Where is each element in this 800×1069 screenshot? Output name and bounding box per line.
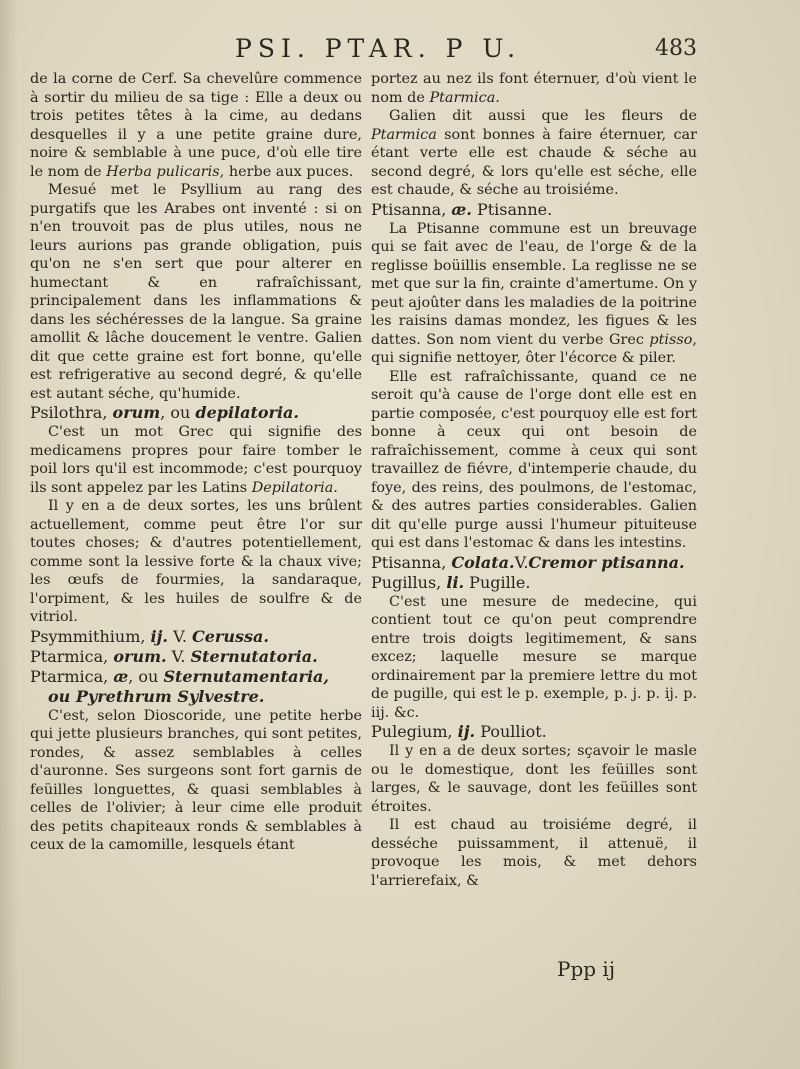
entry-heading (371, 200, 697, 220)
paragraph-text: sont bonnes à faire éternuer, car étant verte elle est chaude & séche au second degré, & lors qu'elle est séche, elle est chaude, & séche au troisiéme. (371, 126, 697, 198)
entry-reference: Sternutatoria. (190, 646, 318, 666)
entry-heading (30, 667, 362, 707)
entry-headword: Ptisanna, (371, 199, 452, 219)
entry-suffix: orum (112, 403, 161, 422)
paragraph-text: C'est, selon Dioscoride, une petite herbe qui jette plusieurs branches, qui sont petites, rondes, & assez semblables à celles d'auronne. Ses surgeons sont fort garnis de feüilles longuettes, & quasi semblables à celles de l'olivier; à leur cime elle produit des petits chapiteaux ronds & semblables à ceux de la camomille, lesquels étant (30, 707, 362, 853)
paragraph-text: C'est une mesure de medecine, qui contient tout ce qu'on peut comprendre entre trois doigts legitimement, & sans excez; laquelle mesure se marque ordinairement par la premiere lettre du mot de pugille, qui est le p. exemple, p. j. p. ij. p. iij. &c. (371, 593, 697, 721)
paragraph-text: C'est un mot Grec qui signifie des medicamens propres pour faire tomber le poil lors qu'il est incommode; c'est pourquoy ils sont appelez par les Latins (30, 424, 362, 496)
entry-headword: Ptisanna, (371, 552, 452, 572)
italic-term: ptisso (649, 331, 693, 348)
page-number: 483 (655, 36, 697, 61)
paragraph (371, 70, 697, 107)
paragraph (30, 707, 362, 855)
paragraph (371, 816, 697, 890)
paragraph-text: portez au nez ils font éternuer, d'où vient le nom de (371, 71, 697, 106)
paragraph (371, 742, 697, 816)
entry-text: V. (514, 552, 529, 572)
paragraph (30, 497, 362, 627)
running-title: PSI. PTAR. P U. (235, 34, 522, 63)
entry-heading (371, 553, 697, 573)
entry-headword: Psymmithium, (30, 626, 151, 646)
entry-subheading: ou Pyrethrum Sylvestre. (48, 686, 265, 706)
entry-heading (30, 627, 362, 647)
entry-reference: Cerussa. (192, 626, 269, 646)
entry-suffix: li. (446, 572, 465, 592)
entry-suffix: orum. (113, 646, 167, 666)
paragraph-text: Il y en a de deux sortes; sçavoir le masle ou le domestique, dont les feüilles sont larges, & le sauvage, dont les feüilles sont étroites. (371, 743, 697, 815)
entry-headword: Ptarmica, (30, 666, 114, 686)
paragraph (30, 181, 362, 403)
paragraph-text: Il y en a de deux sortes, les uns brûlent actuellement, comme peut être l'or sur toutes choses; & d'autres potentiellement, comme sont la lessive forte & la chaux vive; les œufs de fourmies, la sandaraque, l'orpiment, & les huiles de soulfre & de vitriol. (30, 498, 362, 625)
entry-suffix: ij. (150, 626, 168, 646)
paragraph-text: La Ptisanne commune est un breuvage qui se fait avec de l'eau, de l'orge & de la reglisse boüillis ensemble. La reglisse ne se met que sur la fin, crainte d'amertume. On y peut ajoûter dans les maladies de la poitrine les raisins damas mondez, les figues & les dattes. Son nom vient du verbe Grec (371, 220, 697, 348)
entry-reference: Cremor ptisanna. (528, 552, 685, 572)
entry-suffix: æ (113, 666, 129, 686)
entry-reference: Sternutamentaria, (163, 666, 329, 686)
left-column (30, 70, 362, 970)
entry-text: , ou (128, 666, 164, 686)
paragraph-text: de la corne de Cerf. Sa chevelûre commence à sortir du milieu de sa tige : Elle a deux ou trois petites têtes à la cime, au dedans desquelles il y a une petite graine dure, noire & semblable à une puce, d'où elle tire le nom de (30, 71, 362, 180)
entry-heading (371, 573, 697, 593)
paragraph-text: Galien dit aussi que les fleurs de (389, 108, 697, 124)
paragraph-text: , qui signifie nettoyer, ôter l'écorce & piler. (371, 331, 697, 366)
entry-headword: Pugillus, (371, 572, 447, 592)
entry-heading (30, 403, 362, 423)
binding-shadow (0, 0, 18, 1069)
entry-text: Poulliot. (475, 722, 547, 741)
italic-term: Depilatoria. (251, 479, 338, 496)
entry-heading (371, 722, 697, 742)
entry-headword: Ptarmica, (30, 646, 114, 666)
paragraph-text: Elle est rafraîchissante, quand ce ne seroit qu'à cause de l'orge dont elle est en partie composée, c'est pourquoy elle est fort bonne à ceux qui ont besoin de rafraîchissement, comme à ceux qui sont travaillez de fiévre, d'intemperie chaude, du foye, des reins, des poulmons, de l'estomac, & des autres parties considerables. Galien dit qu'elle purge aussi l'humeur pituiteuse qui est dans l'estomac & dans les intestins. (371, 368, 697, 551)
entry-suffix: Colata. (451, 552, 515, 572)
paragraph (371, 593, 697, 723)
right-column (371, 70, 697, 970)
entry-suffix: ij. (457, 722, 476, 741)
entry-headword: Pulegium, (371, 722, 458, 741)
entry-heading (30, 647, 362, 667)
paragraph-text: Il est chaud au troisiéme degré, il desséche puissamment, il attenuë, il provoque les mois, & met dehors l'arrierefaix, & (371, 817, 697, 889)
entry-headword: Psilothra, (30, 403, 113, 422)
entry-text: Ptisanne. (471, 199, 553, 219)
entry-suffix: æ. (451, 199, 472, 219)
entry-text: V. (166, 646, 191, 666)
italic-term: Ptarmica (371, 126, 437, 143)
paragraph (30, 423, 362, 497)
paragraph (371, 220, 697, 368)
paragraph (30, 70, 362, 181)
entry-reference: depilatoria. (195, 403, 299, 422)
entry-text: Pugille. (464, 572, 531, 592)
paragraph (371, 368, 697, 553)
paragraph (371, 107, 697, 200)
paragraph-text: , herbe aux puces. (219, 163, 354, 180)
paragraph-text: Mesué met le Psyllium au rang des purgatifs que les Arabes ont inventé : si on n'en trouvoit pas de plus utiles, nous ne leurs aurions pas grande obligation, puis qu'on ne s'en sert que pour alterer en humectant & en rafraîchissant, principalement dans les inflammations & dans les séchéresses de la langue. Sa graine amollit & lâche doucement le ventre. Galien dit que cette graine est fort bonne, qu'elle est refrigerative au second degré, & qu'elle est autant séche, qu'humide. (30, 182, 362, 402)
italic-term: Ptarmica. (429, 89, 500, 106)
entry-text: V. (167, 626, 192, 646)
entry-text: , ou (160, 403, 196, 422)
signature-mark: Ppp ij (557, 957, 616, 981)
italic-term: Herba pulicaris (106, 163, 220, 180)
